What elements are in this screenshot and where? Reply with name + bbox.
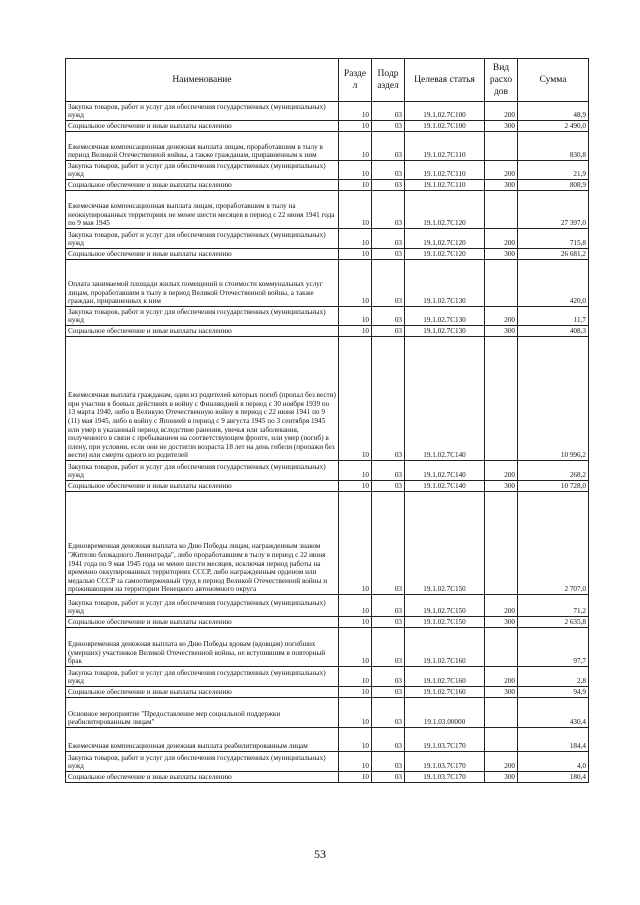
cell-razdel: 10 (339, 337, 372, 461)
cell-summa: 2,8 (518, 667, 589, 687)
cell-podrazdel: 03 (372, 121, 405, 132)
cell-name: Социальное обеспечение и иные выплаты населению (66, 180, 339, 191)
table-row (66, 229, 589, 249)
table-row (66, 132, 589, 161)
cell-podrazdel: 03 (372, 132, 405, 161)
cell-name: Единовременная денежная выплата ко Дню Победы лицам, награжденным знаком "Жителю блокадного Ленинграда", либо проработавшим в тылу в период с 22 июня 1941 года по 9 мая 1945 года не менее шести месяцев, исключая период работы на временно оккупированных территориях СССР, либо награжденным орденом или медалью СССР за самоотверженный труд в период Великой Отечественной войны и проживающим на территории Ненецкого автономного округа (66, 492, 339, 595)
cell-razdel: 10 (339, 229, 372, 249)
cell-name: Социальное обеспечение и иные выплаты населению (66, 481, 339, 492)
cell-celevaya: 19.1.02.7С110 (405, 180, 485, 191)
cell-podrazdel: 03 (372, 102, 405, 121)
cell-name: Оплата занимаемой площади жилых помещений и стоимости коммунальных услуг лицам, проработавшим в тылу в период Великой Отечественной войны, а также граждан, приравненных к ним (66, 260, 339, 307)
cell-summa: 26 681,2 (518, 249, 589, 260)
cell-summa: 10 996,2 (518, 337, 589, 461)
cell-name: Ежемесячная выплата гражданам, один из родителей которых погиб (пропал без вести) при участии в боевых действиях в войну с Финляндией в период с 30 ноября 1939 по 13 марта 1940, либо в Великую Отечественную войну в период с 22 июня 1941 по 9 (11) мая 1945, либо в войну с Японией в период с 9 августа 1945 по 3 сентября 1945 или умер в указанный период вследствие ранения, увечья или заболевания, полученного в связи с пребыванием на соответствующем фронте, или умер (погиб) в плену, при условии, если они не достигли возраста 18 лет на день гибели (пропажи без вести) или смерти одного из родителей (66, 337, 339, 461)
cell-summa: 2 707,0 (518, 492, 589, 595)
cell-celevaya: 19.1.02.7С140 (405, 337, 485, 461)
cell-celevaya: 19.1.03.7С170 (405, 752, 485, 772)
cell-name: Социальное обеспечение и иные выплаты населению (66, 687, 339, 698)
cell-razdel: 10 (339, 698, 372, 728)
table-row (66, 249, 589, 260)
cell-celevaya: 19.1.02.7С140 (405, 481, 485, 492)
cell-name: Социальное обеспечение и иные выплаты населению (66, 617, 339, 628)
cell-name: Ежемесячная компенсационная денежная выплата лицам, проработавшим в тылу в период Великой Отечественной войны, а также гражданам, приравненным к ним (66, 132, 339, 161)
cell-celevaya: 19.1.02.7С110 (405, 132, 485, 161)
table-row (66, 461, 589, 481)
table-row (66, 492, 589, 595)
cell-podrazdel: 03 (372, 628, 405, 667)
cell-celevaya: 19.1.02.7С130 (405, 260, 485, 307)
header-razdel: Разде л (339, 59, 372, 102)
table-row (66, 698, 589, 728)
cell-vid: 200 (485, 595, 518, 617)
cell-podrazdel: 03 (372, 752, 405, 772)
cell-vid (485, 260, 518, 307)
table-row (66, 667, 589, 687)
table-row (66, 628, 589, 667)
cell-celevaya: 19.1.02.7С130 (405, 307, 485, 326)
cell-summa: 94,9 (518, 687, 589, 698)
cell-celevaya: 19.1.02.7С150 (405, 492, 485, 595)
cell-podrazdel: 03 (372, 337, 405, 461)
cell-celevaya: 19.1.02.7С130 (405, 326, 485, 337)
cell-razdel: 10 (339, 132, 372, 161)
cell-celevaya: 19.1.02.7С120 (405, 191, 485, 229)
header-podrazdel: Подр аздел (372, 59, 405, 102)
cell-podrazdel: 03 (372, 191, 405, 229)
cell-summa: 430,4 (518, 698, 589, 728)
table-row (66, 307, 589, 326)
cell-razdel: 10 (339, 161, 372, 180)
cell-celevaya: 19.1.02.7С100 (405, 121, 485, 132)
cell-name: Закупка товаров, работ и услуг для обеспечения государственных (муниципальных) нужд (66, 229, 339, 249)
cell-vid: 300 (485, 121, 518, 132)
cell-name: Ежемесячная компенсационная выплата лицам, проработавшим в тылу на неоккупированных территориях не менее шести месяцев в период с 22 июня 1941 года по 9 мая 1945 (66, 191, 339, 229)
header-summa: Сумма (518, 59, 589, 102)
cell-summa: 715,8 (518, 229, 589, 249)
cell-podrazdel: 03 (372, 161, 405, 180)
cell-celevaya: 19.1.02.7С100 (405, 102, 485, 121)
cell-podrazdel: 03 (372, 461, 405, 481)
header-name: Наименование (66, 59, 339, 102)
cell-vid: 300 (485, 772, 518, 783)
table-row (66, 191, 589, 229)
cell-podrazdel: 03 (372, 667, 405, 687)
cell-name: Социальное обеспечение и иные выплаты населению (66, 326, 339, 337)
cell-razdel: 10 (339, 481, 372, 492)
table-row (66, 728, 589, 752)
cell-razdel: 10 (339, 326, 372, 337)
cell-razdel: 10 (339, 121, 372, 132)
cell-name: Закупка товаров, работ и услуг для обеспечения государственных (муниципальных) нужд (66, 161, 339, 180)
cell-summa: 2 490,0 (518, 121, 589, 132)
cell-podrazdel: 03 (372, 260, 405, 307)
header-vid: Вид расхо дов (485, 59, 518, 102)
budget-table-sheet (65, 58, 588, 783)
cell-name: Единовременная денежная выплата ко Дню Победы вдовам (вдовцам) погибших (умерших) участников Великой Отечественной войны, не вступившим в повторный брак (66, 628, 339, 667)
cell-vid: 200 (485, 752, 518, 772)
cell-name: Основное мероприятие "Предоставление мер социальной поддержки реабилитированным лицам" (66, 698, 339, 728)
cell-name: Закупка товаров, работ и услуг для обеспечения государственных (муниципальных) нужд (66, 461, 339, 481)
cell-vid: 300 (485, 617, 518, 628)
cell-summa: 420,0 (518, 260, 589, 307)
cell-podrazdel: 03 (372, 307, 405, 326)
cell-summa: 48,9 (518, 102, 589, 121)
cell-celevaya: 19.1.03.00000 (405, 698, 485, 728)
cell-vid: 200 (485, 161, 518, 180)
budget-table (65, 58, 589, 783)
cell-podrazdel: 03 (372, 698, 405, 728)
cell-podrazdel: 03 (372, 180, 405, 191)
cell-celevaya: 19.1.02.7С150 (405, 595, 485, 617)
cell-vid (485, 337, 518, 461)
cell-summa: 21,9 (518, 161, 589, 180)
cell-razdel: 10 (339, 617, 372, 628)
cell-summa: 2 635,8 (518, 617, 589, 628)
cell-summa: 27 397,0 (518, 191, 589, 229)
cell-celevaya: 19.1.02.7С150 (405, 617, 485, 628)
table-row (66, 617, 589, 628)
cell-vid: 200 (485, 667, 518, 687)
cell-razdel: 10 (339, 728, 372, 752)
table-row (66, 121, 589, 132)
cell-podrazdel: 03 (372, 617, 405, 628)
cell-celevaya: 19.1.02.7С120 (405, 229, 485, 249)
cell-razdel: 10 (339, 687, 372, 698)
cell-vid: 300 (485, 180, 518, 191)
cell-celevaya: 19.1.02.7С110 (405, 161, 485, 180)
cell-razdel: 10 (339, 772, 372, 783)
cell-razdel: 10 (339, 180, 372, 191)
table-row (66, 752, 589, 772)
cell-podrazdel: 03 (372, 229, 405, 249)
cell-podrazdel: 03 (372, 728, 405, 752)
cell-podrazdel: 03 (372, 326, 405, 337)
table-row (66, 772, 589, 783)
cell-podrazdel: 03 (372, 595, 405, 617)
cell-summa: 180,4 (518, 772, 589, 783)
cell-vid (485, 698, 518, 728)
table-row (66, 687, 589, 698)
cell-celevaya: 19.1.02.7С160 (405, 667, 485, 687)
cell-summa: 268,2 (518, 461, 589, 481)
page-number: 53 (314, 847, 326, 861)
cell-name: Социальное обеспечение и иные выплаты населению (66, 772, 339, 783)
table-row (66, 481, 589, 492)
table-row (66, 595, 589, 617)
cell-vid (485, 728, 518, 752)
cell-vid: 300 (485, 481, 518, 492)
table-row (66, 337, 589, 461)
cell-razdel: 10 (339, 752, 372, 772)
cell-name: Ежемесячная компенсационная денежная выплата реабилитированным лицам (66, 728, 339, 752)
cell-vid: 300 (485, 326, 518, 337)
cell-razdel: 10 (339, 249, 372, 260)
cell-name: Социальное обеспечение и иные выплаты населению (66, 121, 339, 132)
cell-vid: 200 (485, 229, 518, 249)
cell-summa: 71,2 (518, 595, 589, 617)
cell-razdel: 10 (339, 667, 372, 687)
table-row (66, 260, 589, 307)
cell-podrazdel: 03 (372, 481, 405, 492)
cell-celevaya: 19.1.02.7С160 (405, 687, 485, 698)
cell-summa: 408,3 (518, 326, 589, 337)
cell-podrazdel: 03 (372, 492, 405, 595)
cell-razdel: 10 (339, 628, 372, 667)
table-body (66, 102, 589, 783)
cell-vid: 300 (485, 687, 518, 698)
cell-summa: 10 728,0 (518, 481, 589, 492)
table-header-row (66, 59, 589, 102)
cell-vid: 200 (485, 461, 518, 481)
cell-summa: 97,7 (518, 628, 589, 667)
cell-vid (485, 191, 518, 229)
cell-vid: 300 (485, 249, 518, 260)
header-celevaya: Целевая статья (405, 59, 485, 102)
cell-vid (485, 628, 518, 667)
cell-name: Закупка товаров, работ и услуг для обеспечения государственных (муниципальных) нужд (66, 595, 339, 617)
cell-celevaya: 19.1.02.7С160 (405, 628, 485, 667)
cell-name: Закупка товаров, работ и услуг для обеспечения государственных (муниципальных) нужд (66, 307, 339, 326)
cell-podrazdel: 03 (372, 687, 405, 698)
cell-vid: 200 (485, 307, 518, 326)
cell-celevaya: 19.1.03.7С170 (405, 772, 485, 783)
table-row (66, 102, 589, 121)
cell-celevaya: 19.1.02.7С140 (405, 461, 485, 481)
cell-vid (485, 132, 518, 161)
cell-summa: 4,0 (518, 752, 589, 772)
cell-razdel: 10 (339, 492, 372, 595)
cell-vid (485, 492, 518, 595)
table-row (66, 326, 589, 337)
table-row (66, 180, 589, 191)
cell-summa: 808,9 (518, 180, 589, 191)
cell-summa: 11,7 (518, 307, 589, 326)
cell-razdel: 10 (339, 461, 372, 481)
cell-razdel: 10 (339, 260, 372, 307)
cell-razdel: 10 (339, 191, 372, 229)
cell-name: Закупка товаров, работ и услуг для обеспечения государственных (муниципальных) нужд (66, 752, 339, 772)
cell-name: Социальное обеспечение и иные выплаты населению (66, 249, 339, 260)
cell-summa: 184,4 (518, 728, 589, 752)
cell-podrazdel: 03 (372, 249, 405, 260)
cell-name: Закупка товаров, работ и услуг для обеспечения государственных (муниципальных) нужд (66, 667, 339, 687)
cell-razdel: 10 (339, 595, 372, 617)
table-row (66, 161, 589, 180)
cell-celevaya: 19.1.02.7С120 (405, 249, 485, 260)
cell-vid: 200 (485, 102, 518, 121)
cell-podrazdel: 03 (372, 772, 405, 783)
cell-summa: 830,8 (518, 132, 589, 161)
cell-razdel: 10 (339, 307, 372, 326)
cell-name: Закупка товаров, работ и услуг для обеспечения государственных (муниципальных) нужд (66, 102, 339, 121)
cell-celevaya: 19.1.03.7С170 (405, 728, 485, 752)
cell-razdel: 10 (339, 102, 372, 121)
